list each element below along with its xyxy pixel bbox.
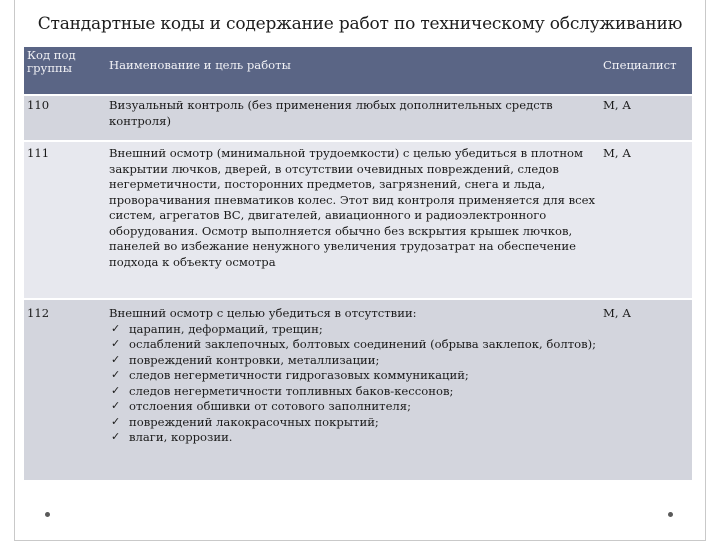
list-item-text: повреждений контровки, металлизации; <box>129 352 380 367</box>
header-specialist: Специалист <box>600 46 692 95</box>
checklist <box>109 322 597 446</box>
check-icon: ✓ <box>111 337 121 351</box>
row-specialist: М, А <box>600 299 692 480</box>
list-item-text: ослаблений заклепочных, болтовых соединений (обрыва заклепок, болтов); <box>129 337 597 352</box>
table-header-row <box>24 46 692 95</box>
table-row <box>24 95 692 141</box>
list-item-text: следов негерметичности гидрогазовых коммуникаций; <box>129 368 469 383</box>
row-text: Визуальный контроль (без применения любых дополнительных средств контроля) <box>106 95 600 141</box>
row-specialist: М, А <box>600 95 692 141</box>
check-icon: ✓ <box>111 352 121 366</box>
list-item <box>109 322 597 338</box>
list-item-text: отслоения обшивки от сотового заполнителя; <box>129 399 412 414</box>
check-icon: ✓ <box>111 430 121 444</box>
list-item-text: царапин, деформаций, трещин; <box>129 321 323 336</box>
header-code <box>24 46 106 95</box>
maintenance-codes-table <box>24 45 692 480</box>
check-icon: ✓ <box>111 383 121 397</box>
list-item-text: влаги, коррозии. <box>129 430 233 445</box>
list-item-text: следов негерметичности топливных баков-кессонов; <box>129 383 454 398</box>
row-code: 111 <box>24 141 106 299</box>
decorative-dot <box>45 512 50 517</box>
list-item <box>109 384 597 400</box>
table-row <box>24 299 692 480</box>
header-name: Наименование и цель работы <box>106 46 600 95</box>
table-row <box>24 141 692 299</box>
row-intro: Внешний осмотр с целью убедиться в отсутствии: <box>109 306 417 320</box>
list-item-text: повреждений лакокрасочных покрытий; <box>129 414 379 429</box>
check-icon: ✓ <box>111 368 121 382</box>
list-item <box>109 399 597 415</box>
list-item <box>109 415 597 431</box>
check-icon: ✓ <box>111 399 121 413</box>
check-icon: ✓ <box>111 321 121 335</box>
slide-title: Стандартные коды и содержание работ по техническому обслуживанию <box>37 14 683 34</box>
decorative-dot <box>668 512 673 517</box>
row-text <box>106 299 600 480</box>
list-item <box>109 368 597 384</box>
row-specialist: М, А <box>600 141 692 299</box>
row-code: 110 <box>24 95 106 141</box>
row-code: 112 <box>24 299 106 480</box>
check-icon: ✓ <box>111 414 121 428</box>
list-item <box>109 353 597 369</box>
list-item <box>109 430 597 446</box>
row-text: Внешний осмотр (минимальной трудоемкости) с целью убедиться в плотном закрытии лючков, дверей, в отсутствии очевидных повреждений, следов негерметичности, посторонних предметов, загрязнений, снега и льда, проворачивания пневматиков колес. Этот вид контроля применяется для всех систем, агрегатов ВС, двигателей, авиационного и радиоэлектронного оборудования. Осмотр выполняется обычно без вскрытия крышек лючков, панелей во избежание ненужного увеличения трудозатрат на обеспечение подхода к объекту осмотра <box>106 141 600 299</box>
list-item <box>109 337 597 353</box>
header-code-label: Код под группы <box>27 48 76 75</box>
